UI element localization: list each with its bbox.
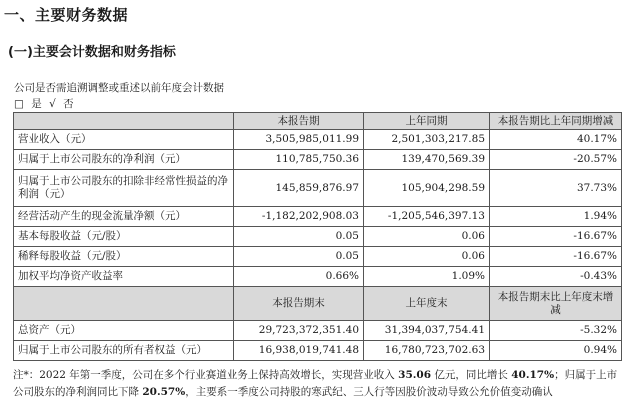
prior-value: 16,780,723,702.63 — [364, 341, 490, 361]
current-value: 0.05 — [234, 247, 364, 267]
subsection-title: (一)主要会计数据和财务指标 — [8, 45, 176, 60]
row-label: 归属于上市公司股东的净利润（元） — [14, 150, 234, 170]
change-value: -0.43% — [490, 267, 622, 287]
current-value: 16,938,019,741.48 — [234, 341, 364, 361]
prior-value: 139,470,569.39 — [364, 150, 490, 170]
footnote-revenue-value: 35.06 — [398, 369, 432, 381]
change-value: -5.32% — [490, 321, 622, 341]
header-cell-change: 本报告期比上年同期增减 — [490, 113, 622, 130]
subheader-cell-current: 本报告期末 — [234, 287, 364, 321]
header-cell-prior: 上年同期 — [364, 113, 490, 130]
option-no-label: 否 — [63, 98, 74, 110]
section-title: 一、主要财务数据 — [4, 6, 129, 24]
current-value: 110,785,750.36 — [234, 150, 364, 170]
table-row — [14, 227, 622, 247]
footnote-decline-value: 20.57% — [142, 386, 186, 398]
current-value: 0.66% — [234, 267, 364, 287]
current-value: 29,723,372,351.40 — [234, 321, 364, 341]
table-row — [14, 321, 622, 341]
current-value: 3,505,985,011.99 — [234, 130, 364, 150]
checkbox-empty-icon: □ — [14, 98, 24, 110]
row-label: 稀释每股收益（元/股） — [14, 247, 234, 267]
row-label: 归属于上市公司股东的扣除非经常性损益的净利润（元） — [14, 170, 234, 207]
check-mark-icon: √ — [49, 98, 56, 110]
subheader-cell-prior: 上年度末 — [364, 287, 490, 321]
change-value: -16.67% — [490, 227, 622, 247]
change-value: 1.94% — [490, 207, 622, 227]
subheader-cell-change: 本报告期末比上年度末增减 — [490, 287, 622, 321]
table-row — [14, 267, 622, 287]
prior-value: 31,394,037,754.41 — [364, 321, 490, 341]
change-value: 37.73% — [490, 170, 622, 207]
restate-answer — [14, 96, 78, 111]
table-row — [14, 247, 622, 267]
row-label: 加权平均净资产收益率 — [14, 267, 234, 287]
change-value: 40.17% — [490, 130, 622, 150]
footnote-growth-value: 40.17% — [511, 369, 555, 381]
current-value: 145,859,876.97 — [234, 170, 364, 207]
header-cell-current: 本报告期 — [234, 113, 364, 130]
current-value: 0.05 — [234, 227, 364, 247]
change-value: 0.94% — [490, 341, 622, 361]
footnote-text-1: 注*：2022 年第一季度，公司在多个行业赛道业务上保持高效增长，实现营业收入 — [13, 369, 399, 381]
footnote-text-3: ；归属于上市公司股东的净利润同比下降 — [13, 369, 618, 398]
table-row — [14, 150, 622, 170]
row-label: 基本每股收益（元/股） — [14, 227, 234, 247]
table-row — [14, 207, 622, 227]
row-label: 归属于上市公司股东的所有者权益（元） — [14, 341, 234, 361]
current-value: -1,182,202,908.03 — [234, 207, 364, 227]
option-yes-label: 是 — [31, 98, 42, 110]
prior-value: -1,205,546,397.13 — [364, 207, 490, 227]
footnote-text-4: ，主要系一季度公司持股的寒武纪、三人行等因股价波动导致公允价值变动确认 — [185, 386, 553, 398]
row-label: 总资产（元） — [14, 321, 234, 341]
row-label: 营业收入（元） — [14, 130, 234, 150]
financial-data-table — [13, 112, 622, 361]
subheader-cell-label — [14, 287, 234, 321]
restate-question: 公司是否需追溯调整或重述以前年度会计数据 — [14, 82, 224, 94]
prior-value: 0.06 — [364, 247, 490, 267]
change-value: -20.57% — [490, 150, 622, 170]
header-cell-label — [14, 113, 234, 130]
table-row — [14, 170, 622, 207]
prior-value: 105,904,298.59 — [364, 170, 490, 207]
prior-value: 1.09% — [364, 267, 490, 287]
prior-value: 2,501,303,217.85 — [364, 130, 490, 150]
table-row — [14, 341, 622, 361]
table-subheader-row — [14, 287, 622, 321]
change-value: -16.67% — [490, 247, 622, 267]
table-header-row — [14, 113, 622, 130]
row-label: 经营活动产生的现金流量净额（元） — [14, 207, 234, 227]
table-row — [14, 130, 622, 150]
footnote — [13, 367, 625, 401]
prior-value: 0.06 — [364, 227, 490, 247]
footnote-text-2: 亿元，同比增长 — [431, 369, 512, 381]
